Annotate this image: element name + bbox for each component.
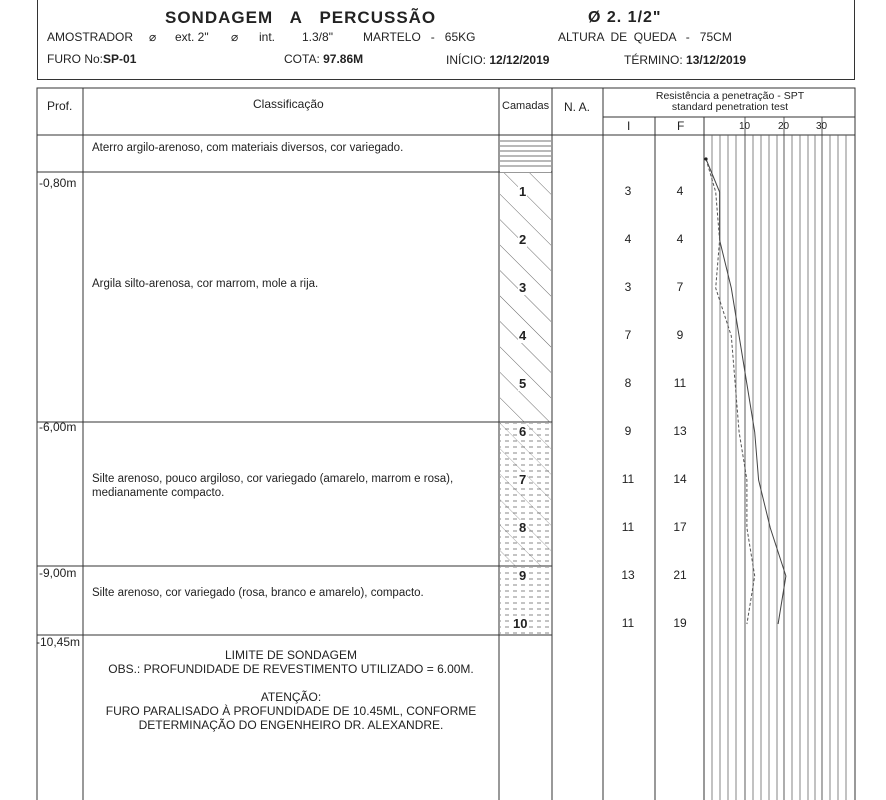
diameter-label: Ø 2. 1/2" [588, 9, 662, 26]
spt-initial-value: 7 [624, 328, 632, 342]
silt-pattern-layer-1-hatch [500, 423, 551, 566]
col-spt-title [605, 91, 855, 113]
spt-initial-value: 3 [624, 184, 632, 198]
spt-final-value: 11 [673, 376, 687, 390]
spt-final-value: 7 [676, 280, 684, 294]
spt-initial-value: 3 [624, 280, 632, 294]
int-label: int. [259, 30, 276, 44]
col-classificacao: Classificação [253, 97, 324, 111]
spt-final-value: 4 [676, 232, 684, 246]
spt-initial-value: 8 [624, 376, 632, 390]
spt-final-value: 13 [673, 424, 687, 438]
spt-initial-value: 4 [624, 232, 632, 246]
spt-final-value: 4 [676, 184, 684, 198]
inicio-value: 12/12/2019 [489, 53, 550, 67]
note-obs: OBS.: PROFUNDIDADE DE REVESTIMENTO UTILIZADO = 6.00M. [108, 662, 474, 676]
spt-initial-value: 9 [624, 424, 632, 438]
col-prof: Prof. [47, 99, 73, 113]
note-furo-2: DETERMINAÇÃO DO ENGENHEIRO DR. ALEXANDRE. [138, 718, 444, 732]
spt-initial-curve [706, 159, 755, 624]
col-na: N. A. [564, 100, 591, 114]
sample-number: 10 [513, 616, 528, 631]
sample-number: 6 [519, 424, 527, 439]
spt-final-curve [706, 159, 786, 624]
note-limite: LIMITE DE SONDAGEM [224, 648, 358, 662]
scale-10: 10 [739, 121, 751, 132]
spt-initial-value: 11 [621, 472, 635, 486]
sample-number: 9 [519, 568, 527, 583]
altura-label: ALTURA DE QUEDA - 75CM [558, 30, 732, 44]
ext-label: ext. 2" [175, 30, 209, 44]
spt-final-value: 14 [673, 472, 687, 486]
sample-number: 3 [519, 280, 527, 295]
report-title: SONDAGEM A PERCUSSÃO [165, 8, 437, 27]
spt-initial-value: 11 [621, 520, 635, 534]
notes-block [84, 648, 498, 732]
sample-number: 2 [519, 232, 527, 247]
termino-label: TÉRMINO: 13/12/2019 [624, 53, 747, 67]
depth-marker: -10,45m [36, 635, 81, 649]
layer-description: Silte arenoso, cor variegado (rosa, branco e amarelo), compacto. [92, 587, 424, 599]
spt-initial-value: 13 [621, 568, 635, 582]
ext-symbol: ⌀ [149, 30, 157, 44]
note-atencao: ATENÇÃO: [260, 690, 322, 704]
spt-final-value: 19 [673, 616, 687, 630]
int-value: 1.3/8" [302, 30, 333, 44]
spt-grid [712, 117, 846, 800]
sample-number: 8 [519, 520, 527, 535]
sample-number: 7 [519, 472, 527, 487]
note-furo-1: FURO PARALISADO À PROFUNDIDADE DE 10.45ML, CONFORME [105, 704, 477, 718]
sample-number: 4 [519, 328, 527, 343]
scale-20: 20 [778, 121, 790, 132]
spt-start-dot [704, 157, 707, 160]
sample-number: 1 [519, 184, 527, 199]
spt-final-value: 21 [673, 568, 687, 582]
inicio-label: INÍCIO: 12/12/2019 [446, 53, 550, 67]
scale-30: 30 [816, 121, 828, 132]
depth-marker: -9,00m [39, 566, 77, 580]
termino-value: 13/12/2019 [686, 53, 747, 67]
spt-final-value: 17 [673, 520, 687, 534]
spt-final-value: 9 [676, 328, 684, 342]
int-symbol: ⌀ [231, 30, 239, 44]
fill-pattern-layer [500, 136, 551, 172]
col-i: I [627, 119, 631, 133]
depth-marker: -6,00m [39, 420, 77, 434]
layer-description: Aterro argilo-arenoso, com materiais diversos, cor variegado. [92, 142, 404, 154]
cota-value: 97.86M [323, 52, 364, 66]
amostrador-label: AMOSTRADOR [47, 30, 134, 44]
layer-description: Argila silto-arenosa, cor marrom, mole a rija. [92, 278, 319, 290]
martelo-label: MARTELO - 65KG [363, 30, 476, 44]
furo-value: SP-01 [103, 52, 137, 66]
sample-number: 5 [519, 376, 527, 391]
spt-initial-value: 11 [621, 616, 635, 630]
col-f: F [677, 119, 685, 133]
furo-label: FURO No:SP-01 [47, 52, 137, 66]
cota-label: COTA: 97.86M [284, 52, 364, 66]
spt-title-2: standard penetration test [671, 101, 789, 113]
col-camadas: Camadas [502, 100, 550, 112]
spt-title-1: Resistência a penetração - SPT [655, 90, 805, 102]
layer-description: Silte arenoso, pouco argiloso, cor variegado (amarelo, marrom e rosa), medianamente compacto. [92, 473, 454, 499]
depth-marker: -0,80m [39, 176, 77, 190]
